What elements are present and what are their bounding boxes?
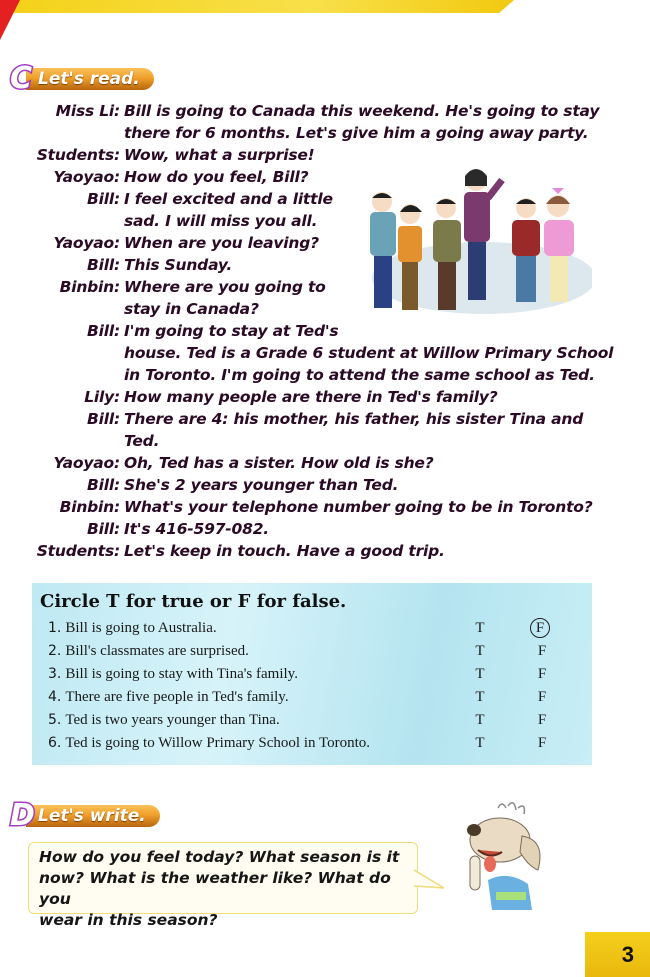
- speaker-label: Yaoyao:: [53, 454, 120, 472]
- prompt-line: How do you feel today? What season is it: [39, 848, 400, 866]
- speaker-label: Students:: [36, 146, 120, 164]
- false-option-circled[interactable]: F: [530, 618, 550, 638]
- speech-text: Bill is going to Canada this weekend. He's going to stay: [124, 102, 600, 120]
- speech-text: stay in Canada?: [124, 300, 259, 318]
- question-text: Ted is two years younger than Tina.: [65, 712, 280, 728]
- speech-text: Where are you going to: [124, 278, 326, 296]
- true-option[interactable]: T: [475, 712, 485, 728]
- question-text: Bill's classmates are surprised.: [65, 643, 249, 659]
- question-text: Bill is going to Australia.: [65, 620, 217, 636]
- question-number: 3.: [48, 666, 62, 682]
- speaker-label: Yaoyao:: [53, 168, 120, 186]
- section-title-lets-read: Let's read.: [26, 68, 154, 90]
- section-letter-d: D: [10, 798, 35, 833]
- page-number-tab: [585, 932, 650, 977]
- question-number: 6.: [48, 735, 62, 751]
- speaker-label: Binbin:: [59, 278, 120, 296]
- speech-bubble-tail: [414, 868, 444, 890]
- speech-text: I feel excited and a little: [124, 190, 333, 208]
- true-option[interactable]: T: [475, 735, 485, 751]
- prompt-line: now? What is the weather like? What do you: [39, 869, 391, 908]
- students-teacher-illustration: [366, 158, 592, 318]
- speech-text: She's 2 years younger than Ted.: [124, 476, 399, 494]
- speech-text: I'm going to stay at Ted's: [124, 322, 339, 340]
- false-option[interactable]: F: [537, 689, 547, 705]
- question-text: There are five people in Ted's family.: [65, 689, 289, 705]
- question-number: 2.: [48, 643, 62, 659]
- false-option[interactable]: F: [537, 666, 547, 682]
- speech-text: There are 4: his mother, his father, his sister Tina and: [124, 410, 584, 428]
- speech-text: Ted.: [124, 432, 160, 450]
- question-number: 1.: [48, 620, 62, 636]
- false-option[interactable]: F: [537, 712, 547, 728]
- writing-prompt-bubble: [28, 842, 418, 929]
- speaker-label: Yaoyao:: [53, 234, 120, 252]
- page-number: 3: [621, 942, 634, 967]
- question-text: Ted is going to Willow Primary School in Toronto.: [65, 735, 371, 751]
- question-number: 4.: [48, 689, 62, 705]
- speaker-label: Bill:: [87, 410, 120, 428]
- question-item: [48, 643, 249, 660]
- true-option[interactable]: T: [475, 689, 485, 705]
- true-option[interactable]: T: [475, 643, 485, 659]
- prompt-line: wear in this season?: [39, 911, 218, 929]
- speech-text: It's 416-597-082.: [124, 520, 269, 538]
- exercise-instructions: Circle T for true or F for false.: [40, 591, 347, 612]
- question-item: [48, 712, 280, 729]
- section-title-lets-write: Let's write.: [26, 805, 160, 827]
- section-c-header: [10, 61, 154, 96]
- boy-red-sweater: [512, 198, 540, 302]
- speech-text: sad. I will miss you all.: [124, 212, 318, 230]
- false-option[interactable]: F: [537, 735, 547, 751]
- question-text: Bill is going to stay with Tina's family.: [65, 666, 298, 682]
- dog-mascot-illustration: [448, 800, 548, 918]
- true-option[interactable]: T: [475, 620, 485, 636]
- writing-prompt-text: [39, 847, 419, 931]
- speaker-label: Bill:: [87, 520, 120, 538]
- question-number: 5.: [48, 712, 62, 728]
- speaker-label: Students:: [36, 542, 120, 560]
- speech-text: How do you feel, Bill?: [124, 168, 309, 186]
- speaker-label: Bill:: [87, 322, 120, 340]
- speech-text: there for 6 months. Let's give him a going away party.: [124, 124, 589, 142]
- yellow-stripe: [14, 0, 514, 13]
- speech-text: How many people are there in Ted's family?: [124, 388, 498, 406]
- speech-text: Oh, Ted has a sister. How old is she?: [124, 454, 434, 472]
- red-corner: [0, 0, 20, 40]
- speaker-label: Bill:: [87, 256, 120, 274]
- speaker-label: Bill:: [87, 476, 120, 494]
- speech-text: Let's keep in touch. Have a good trip.: [124, 542, 445, 560]
- true-false-exercise: [32, 583, 592, 765]
- speaker-label: Miss Li:: [55, 102, 120, 120]
- speech-text: Wow, what a surprise!: [124, 146, 315, 164]
- speech-text: house. Ted is a Grade 6 student at Willow Primary School: [124, 344, 614, 362]
- true-option[interactable]: T: [475, 666, 485, 682]
- speaker-label: Binbin:: [59, 498, 120, 516]
- speaker-label: Lily:: [84, 388, 120, 406]
- speech-text: What's your telephone number going to be in Toronto?: [124, 498, 593, 516]
- speech-text: This Sunday.: [124, 256, 233, 274]
- question-item: [48, 689, 289, 706]
- section-d-header: [10, 798, 160, 833]
- question-item: [48, 735, 370, 752]
- speech-text: When are you leaving?: [124, 234, 319, 252]
- question-item: [48, 666, 298, 683]
- false-option[interactable]: F: [537, 643, 547, 659]
- speaker-label: Bill:: [87, 190, 120, 208]
- speech-text: in Toronto. I'm going to attend the same school as Ted.: [124, 366, 595, 384]
- section-letter-c: C: [10, 61, 33, 96]
- question-item: [48, 620, 217, 637]
- top-color-band: [0, 0, 650, 14]
